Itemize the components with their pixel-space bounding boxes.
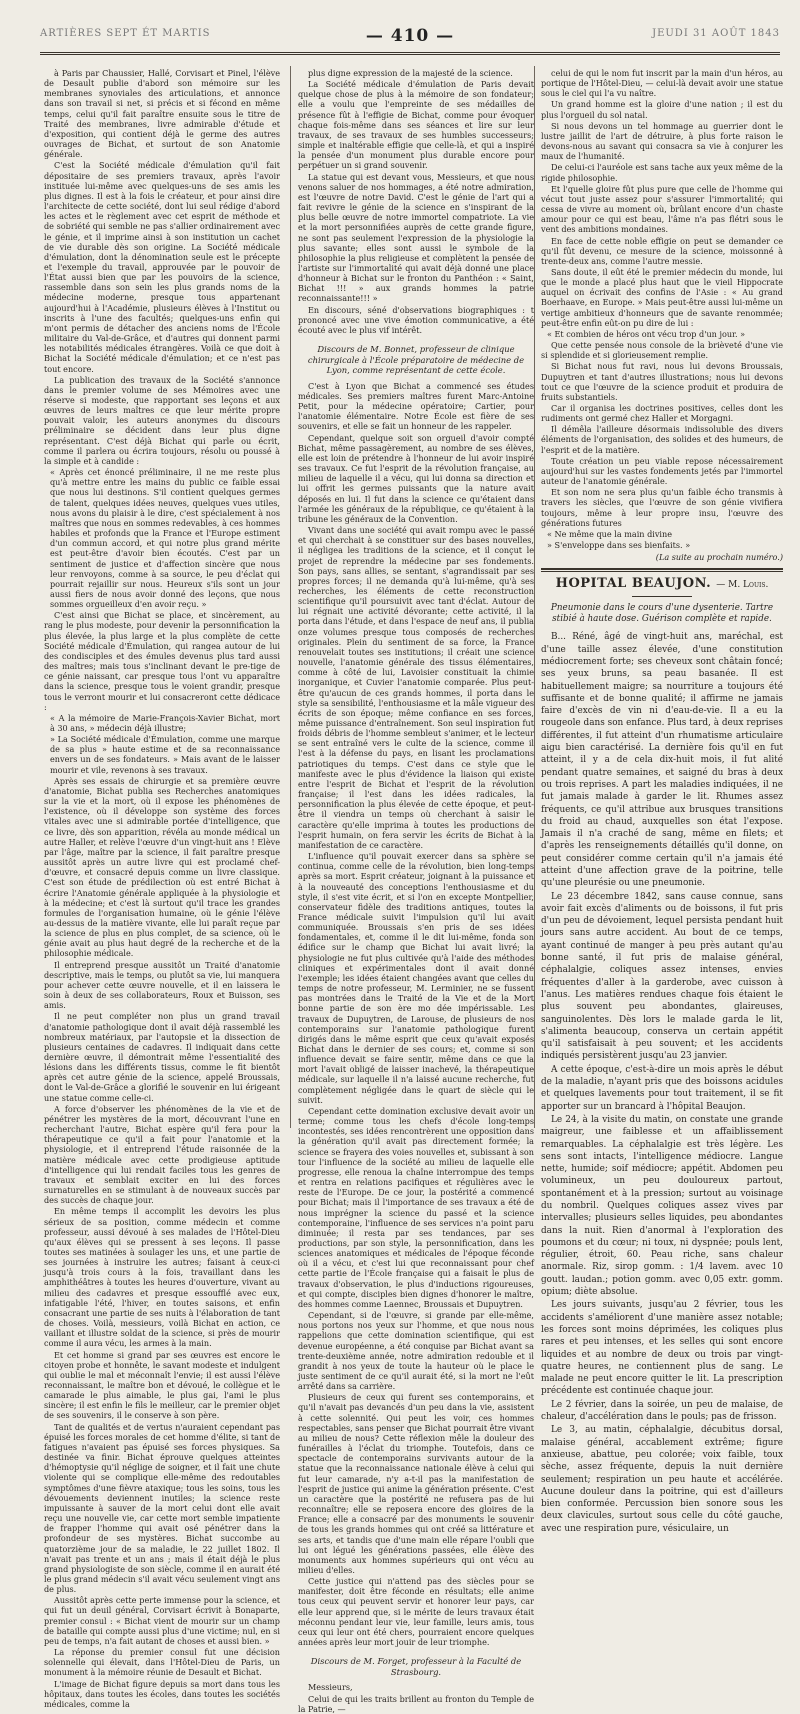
column-rule (534, 66, 535, 1128)
paragraph: Si nous devons un tel hommage au guerrier dont le lustre jaillit de l'art de détruire, à plus forte raison le devons-nous au savant qui consacra sa vie à conjurer les maux de l'humanité. (541, 120, 783, 162)
paragraph: Cette justice qui n'attend pas des siècles pour se manifester, doit être féconde en résultats; elle anime tous ceux qui peuvent servir et honorer leur pays, car elle leur apprend que, si le mérite de leurs travaux était méconnu pendant leur vie, leur famille, leurs amis, tous ceux qui leur ont été chers, pourraient encore quelques années après leur mort jouir de leur triomphe. (298, 1576, 534, 1648)
paragraph: à Paris par Chaussier, Hallé, Corvisart et Pinel, l'élève de Desault publie d'abord son mémoire sur les membranes synoviales des articulations, et annonce dans son travail si net, si précis et si fécond en même temps, celui qu'il fait paraître ensuite sous le titre de Traité des membranes, livre admirable d'étude et d'exposition, qui contient déjà le germe des autres ouvrages de Bichat, et surtout de son Anatomie générale. (44, 68, 280, 160)
paragraph: Cependant, quelque soit son orgueil d'avoir compté Bichat, même passagèrement, au nombre de ses élèves, elle est loin de prétendre à l'honneur de lui avoir inspiré ses travaux. Ce fut l'esprit de la révolution française, au milieu de laquelle il a vécu, qui lui donna sa direction et lui offrit les germes puissants que la nature avait déposés en lui. Il fut dans la science ce qu'étaient dans l'armée les généraux de la république, ce qu'étaient à la tribune les généraux de la Convention. (298, 432, 534, 524)
forget-discourse-title: Discours de M. Forget, professeur à la Faculté de Strasbourg. (310, 1656, 522, 1677)
bichat-statue-text (298, 68, 534, 335)
paragraph: Plusieurs de ceux qui furent ses contemporains, et qu'il n'avait pas devancés d'un peu dans la vie, assistent à cette solennité. Qui peut les voir, ces hommes respectables, sans penser que Bichat pourrait être vivant au milieu de nous? Cette réflexion mêle la douleur des funérailles à l'éclat du triomphe. Toutefois, dans ce spectacle de contemporains survivants autour de la statue que la reconnaissance nationale élève à celui qui fut leur camarade, n'y a-t-il pas la manifestation de l'esprit de justice qui anime la génération présente. C'est un caractère que la postérité ne refusera pas de lui reconnaître; elle se reposera encore des gloires de la France; elle a consacré par des monuments le souvenir de tous les grands hommes qui ont créé sa littérature et ses arts, et tandis que d'une main elle répare l'oubli que lui ont légué les générations passées, elle élève des monuments aux hommes supérieurs qui ont vécu au milieu d'elles. (298, 1392, 534, 1575)
column-1 (44, 68, 280, 1709)
paragraph: « Ne même que la main divine (547, 528, 673, 539)
paragraph: A force d'observer les phénomènes de la vie et de pénétrer les mystères de la mort, découvrant l'une en recherchant l'autre, Bichat espère qu'il fera pour la thérapeutique ce qu'il a fait pour l'anatomie et la physiologie, et il entreprend l'étude raisonnée de la matière médicale avec cette prodigieuse aptitude d'intelligence qui lui rendait faciles tous les genres de travaux et semblait exciter en lui des forces surnaturelles en se stimulant à de nouveaux succès par des succès de chaque jour. (44, 1103, 280, 1206)
column-3 (541, 68, 783, 1534)
paragraph: » S'enveloppe dans ses bienfaits. » (547, 540, 691, 551)
bonnet-discourse (298, 381, 534, 1647)
paragraph: En face de cette noble effigie on peut se demander ce qu'il fût devenu, ce mesure de la science, moissonné à trente-deux ans, comme l'autre messie. (541, 235, 783, 266)
paragraph: Celui de qui les traits brillent au fronton du Temple de la Patrie, — (298, 1693, 534, 1714)
paragraph: Le 23 décembre 1842, sans cause connue, sans avoir fait excès d'aliments ou de boissons, il fut pris d'un peu de dévoiement, lequel persista pendant huit jours sans autre accident. Au bout de ce temps, ayant continué de manger à peu près autant qu'au bonne santé, il fut pris de malaise général, céphalalgie, coliques assez intenses, envies fréquentes d'aller à la garderobe, avec cuisson à l'anus. Les matières rendues chaque fois étaient le plus souvent peu abondantes, glaireuses, sanguinolentes. Dès lors le malade garda le lit, s'alimenta beaucoup, conserva un certain appétit qu'il satisfaisait à peu souvent; et les accidents indiqués persistèrent jusqu'au 23 janvier. (541, 891, 783, 1062)
paragraph: Que cette pensée nous console de la brièveté d'une vie si splendide et si glorieusement remplie. (541, 340, 783, 361)
hospital-service: — M. Louis. (716, 580, 769, 591)
paragraph: En même temps il accomplit les devoirs les plus sérieux de sa position, comme médecin et comme professeur, aussi dévoué à ses malades de l'Hôtel-Dieu qu'aux élèves qui se pressent à ses leçons. Il passe toutes ses matinées à soulager les uns, et une partie de ses journées à instruire les autres; faisant à ceux-ci jusqu'à trois cours à la fois, travaillant dans les amphithéâtres à toutes les heures d'ouverture, vivant au milieu des cadavres et presque essoufflé avec eux, infatigable l'été, l'hiver, en toutes saisons, et enfin consacrant une partie de ses nuits à l'élaboration de tant de choses. Voilà, messieurs, voilà Bichat en action, ce vaillant et illustre soldat de la science, si près de mourir comme il aura vécu, les armes à la main. (44, 1206, 280, 1349)
case-report (541, 631, 783, 1535)
hospital-title: HOPITAL BEAUJON. (555, 576, 712, 592)
paragraph: Sans doute, il eût été le premier médecin du monde, lui que le monde a placé plus haut que le vieil Hippocrate auquel on écrivait des confins de l'Asie : « Au grand Boerhaave, en Europe. » Mais peut-être aussi lui-même un vertige ambitieux d'honneurs que de savante renommée; peut-être enfin eût-on pu dire de lui : (541, 266, 783, 328)
case-title: Pneumonie dans le cours d'une dysenterie. Tartre stibié à haute dose. Guérison complète et rapide. (550, 603, 774, 625)
header-right-mirror: JEUDI 31 AOÛT 1843 (652, 28, 780, 39)
paragraph: Il entreprend presque aussitôt un Traité d'anatomie descriptive, mais le temps, ou plutôt sa vie, lui manquera pour achever cette œuvre nouvelle, et il en laissera le soin à deux de ses collaborateurs, Roux et Buisson, ses amis. (44, 959, 280, 1011)
forget-discourse (298, 1682, 534, 1713)
page-number: — 410 — (365, 26, 455, 46)
paragraph: La statue qui est devant vous, Messieurs, et que nous venons saluer de nos hommages, a été notre admiration, est l'œuvre de notre David. C'est le génie de l'art qui a fait revivre le génie de la science en s'inspirant de la plus belle œuvre de notre immortel compatriote. La vie et la mort personnifiées auprès de cette grande figure, ne sont pas seulement l'expression de la physiologie la plus savante; elles sont aussi le symbole de la philosophie la plus religieuse et complètent la pensée de l'artiste sur l'immortalité qui avait déjà donné une place d'honneur à Bichat sur le fronton du Panthéon : « Saint, Bichat !!! » aux grands hommes la patrie reconnaissante!!! » (298, 171, 534, 304)
forget-discourse-continued (541, 68, 783, 550)
paragraph: De celui-ci l'auréole est sans tache aux yeux même de la rigide philosophie. (541, 162, 783, 183)
hospital-heading (541, 576, 783, 593)
paragraph: Il démêla l'ailleure désormais indissoluble des divers éléments de l'organisation, des solides et des humeurs, de l'esprit et de la matière. (541, 424, 783, 455)
paragraph: Le 2 février, dans la soirée, un peu de malaise, de chaleur, d'accélération dans le pouls; pas de frisson. (541, 1399, 783, 1423)
paragraph: Tant de qualités et de vertus n'auraient cependant pas épuisé les forces morales de cet homme d'élite, si tant de fatigues n'avaient pas épuisé ses forces physiques. Sa destinée va finir. Bichat éprouve quelques atteintes d'hémoptysie qu'il néglige de soigner, et il fait une chute violente qui se complique elle-même des redoutables symptômes d'une fièvre ataxique; tous les soins, tous les dévouements deviennent inutiles; la science reste impuissante à sauver de la mort celui dont elle avait reçu une nouvelle vie, car cette mort semble impatiente de frapper l'homme qui avait osé pénétrer dans la profondeur de ses mystères. Bichat succombe au quatorzième jour de sa maladie, le 22 juillet 1802. Il n'avait pas trente et un ans ; mais il était déjà le plus grand physiologiste de son siècle, comme il en aurait été le plus grand médecin s'il avait vécu seulement vingt ans de plus. (44, 1421, 280, 1595)
page-header (40, 26, 780, 55)
paragraph: Après ses essais de chirurgie et sa première œuvre d'anatomie, Bichat publia ses Recherches anatomiques sur la vie et la mort, où il expose les phénomènes de l'existence, où il développe son système des forces vitales avec une si admirable portée d'intelligence, que ce livre, dès son apparition, révéla au monde médical un autre Haller, et relève l'œuvre d'un vingt-huit ans ! Elève par l'âge, maître par la science, il fait paraître presque aussitôt après un autre livre qui est proclamé chef-d'œuvre, et consacré depuis comme un livre classique. C'est son étude de prédilection où est entré Bichat à écrire l'Anatomie générale appliquée à la physiologie et à la médecine; et c'est là surtout qu'il trace les grandes formules de l'organisation humaine, où le génie l'élève au-dessus de la matière vivante, elle lui paraît reçue par la science de plus en plus complet, de sa science, où le génie avait au plus haut degré de la recherche et de la philosophie médicale. (44, 775, 280, 959)
paragraph: Les jours suivants, jusqu'au 2 février, tous les accidents s'améliorent d'une manière assez notable; les forces sont moins déprimées, les coliques plus rares et peu intenses, et les selles qui sont encore liquides et au nombre de deux ou trois par vingt-quatre heures, ne contiennent plus de sang. Le malade ne peut encore quitter le lit. La prescription précédente est continuée chaque jour. (541, 1300, 783, 1397)
paragraph: Aussitôt après cette perte immense pour la science, et qui fut un deuil général, Corvisart écrivit à Bonaparte, premier consul : « Bichat vient de mourir sur un champ de bataille qui compte aussi plus d'une victime; nul, en si peu de temps, n'a fait autant de choses et aussi bien. » (44, 1595, 280, 1646)
paragraph: Un grand homme est la gloire d'une nation ; il est du plus l'orgueil du sol natal. (541, 99, 783, 120)
paragraph: Le 24, à la visite du matin, on constate une grande maigreur, une faiblesse et un affaiblissement remarquables. La céphalalgie est très légère. Les sens sont intacts, l'intelligence médiocre. Langue nette, humide; soif médiocre; appétit. Abdomen peu volumineux, un peu douloureux partout, spontanément et à la pression; surtout au voisinage du nombril. Quelques coliques assez vives par intervalles; plusieurs selles liquides, peu abondantes dans la nuit. Rien d'anormal à l'exploration des poumons et du cœur; ni toux, ni dyspnée; pouls lent, régulier, étroit, 60. Peau riche, sans chaleur anormale. Riz, sirop gomm. : 1/4 lavem. avec 10 goutt. laudan.; potion gomm. avec 0,05 extr. gomm. opium; diète absolue. (541, 1114, 783, 1298)
short-rule (632, 596, 692, 597)
paragraph: Et l'quelle gloire fût plus pure que celle de l'homme qui vécut tout juste assez pour s'assurer l'immortalité; qui cessa de vivre au moment où, brûlant encore d'un chaste amour pour ce qui est beau, l'âme n'a pas flétri sous le vent des ambitions mondaines. (541, 183, 783, 235)
paragraph: celui de qui le nom fut inscrit par la main d'un héros, au portique de l'Hôtel-Dieu, — celui-là devait avoir une statue sous le ciel qui l'a vu naître. (541, 68, 783, 99)
paragraph: « A la mémoire de Marie-François-Xavier Bichat, mort à 30 ans, » médecin déjà illustre; (50, 712, 280, 733)
paragraph: A cette époque, c'est-à-dire un mois après le début de la maladie, n'ayant pris que des boissons acidules et quelques lavements pour tout traitement, il se fit apporter sur un brancard à l'hôpital Beaujon. (541, 1064, 783, 1112)
header-left-mirror: ARTIÈRES SEPT ÉT MARTIS (40, 28, 211, 39)
column-rule (290, 66, 291, 1128)
paragraph: En discours, séné d'observations biographiques : t prononcé avec une vive émotion communicative, a été écouté avec le plus vif intérêt. (298, 304, 534, 335)
paragraph: La réponse du premier consul fut une décision solennelle qui élevait, dans l'Hôtel-Dieu de Paris, un monument à la mémoire réunie de Desault et Bichat. (44, 1647, 280, 1678)
continued-note: (La suite au prochain numéro.) (655, 552, 783, 563)
paragraph: Car il organisa les doctrines positives, celles dont les rudiments ont germé chez Haller et Morgagni. (541, 403, 783, 424)
paragraph: « Et combien de héros ont vécu trop d'un jour. » (547, 328, 746, 339)
section-separator (541, 568, 783, 572)
paragraph: B... Réné, âgé de vingt-huit ans, maréchal, est d'une taille assez élevée, d'une constitution médiocrement forte; ses cheveux sont châtain foncé; ses yeux bruns, sa peau basanée. Il est habituellement maigre; sa nourriture a toujours été suffisante et de bonne qualité; il affirme ne jamais faire d'excès de vin ni d'eau-de-vie. Il a eu la rougeole dans son enfance. Plus tard, à deux reprises différentes, il fut atteint d'un rhumatisme articulaire aigu bien caractérisé. La dernière fois qu'il en fut atteint, il y a de cela dix-huit mois, il fut alité pendant quatre semaines, et saigné du bras à deux ou trois reprises. A part les maladies indiquées, il ne fut jamais malade à garder le lit. Rhumes assez fréquents, ce qu'il attribue aux brusques transitions du froid au chaud, auxquelles son état l'expose. Jamais il n'a craché de sang, même en filets; et d'après les renseignements détaillés qu'il donne, on peut considérer comme certain qu'il n'a jamais été atteint d'une affection grave de la poitrine, telle qu'une pleurésie ou une pneumonie. (541, 632, 783, 889)
paragraph: Cependant cette domination exclusive devait avoir un terme; comme tous les chefs d'école long-temps incontestés, ses idées rencontrèrent une opposition dans la génération qu'il avait pas directement formée; la science se frayera des voies nouvelles et, subissant à son tour l'influence de la société au milieu de laquelle elle progresse, elle renoua la chaîne interrompue des temps et rentra en relations pacifiques et régulières avec le reste de l'Europe. De ce jour, la postérité a commencé pour Bichat; mais il l'importance de ses travaux a été de nous imprégner la science du passé et la science contemporaine, l'influence de ses services n'a point paru diminuée; il resta par ses tendances, par ses productions, par son style, la personnification, dans les sciences anatomiques et médicales de l'époque féconde où il a vécu, et c'est lui que reconnaissant pour chef cette partie de l'École française qui a faisait le plus de travaux d'observation, le plus d'inductions rigoureuses, et qui compte, disciples bien dignes d'honorer le maître, des hommes comme Laennec, Broussais et Dupuytren. (298, 1105, 534, 1309)
paragraph: L'influence qu'il pouvait exercer dans sa sphère se continua, comme celle de la révolution, bien long-temps après sa mort. Esprit créateur, joignant à la puissance et à la nouveauté des conceptions l'enthousiasme et du style, il s'est vite écrit, et si l'on en excepte Montpellier, conservateur fidèle des traditions antiques, toutes la France médicale suivit l'impulsion qu'il lui avait communiquée. Broussais s'en pris de ses idées fondamentales, et, comme il le dit lui-même, fonda son édifice sur le champ que Bichat lui avait livré; la physiologie ne fut plus cultivée qu'à l'aide des méthodes cliniques et expérimentales dont il avait donné l'exemple; les idées étaient changées avant que celles du temps de notre professeur, M. Lerminier, ne se fussent pas montrées dans le Traité de la Vie et de la Mort bonne partie de son ère mo dée impérissable. Les travaux de Dupuytren, de Larouse, de plusieurs de nos contemporains sur l'anatomie pathologique furent dirigés dans le même esprit que ceux qu'avait exposés Bichat dans le dernier de ses cours; et, comme si son influence devait se faire sentir, même dans ce que la mort l'avait obligé de laisser inachevé, la thérapeutique médicale, sur laquelle il n'a laissé aucune recherche, fut complètement négligée dans le quart de siècle qui le suivit. (298, 851, 534, 1105)
paragraph: » La Société médicale d'Émulation, comme une marque de sa plus » haute estime et de sa reconnaissance envers un de ses fondateurs. » Mais avant de le laisser mourir et vile, revenons à ses travaux. (50, 734, 280, 775)
paragraph: La publication des travaux de la Société s'annonce dans le premier volume de ses Mémoires avec une réserve si modeste, que rapportant ses leçons et aux œuvres de leurs maîtres ce que leur mérite propre pouvait valoir, les auteurs anonymes du discours préliminaire se décident dans leur plus digne représentant. C'est déjà Bichat qui parle ou écrit, comme il parlera ou écrira toujours, résolu ou poussé à la simple et à candide : (44, 374, 280, 466)
paragraph: La Société médicale d'émulation de Paris devait quelque chose de plus à la mémoire de son fondateur; elle a voulu que l'empreinte de ses médailles de présence fût à l'effigie de Bichat, comme pour évoquer chaque fois-même dans ses séances et lire sur leur travaux, de ses travaux de ses humbles successeurs; simple et inaltérable effigie que celle-là, et qui a inspiré la pensée d'un monument plus durable encore pour perpétuer un si grand souvenir. (298, 79, 534, 171)
paragraph: C'est ainsi que Bichat se place, et sincèrement, au rang le plus modeste, pour devenir la personnification la plus élevée, la plus large et la plus complète de cette Société médicale d'Émulation, qui rangea autour de lui des condisciples et des émules devenus plus tard aussi des maîtres; mais tous s'inclinant devant le pre-tige de ce génie naissant, car presque tous l'ont vu apparaître dans la science, presque tous le voient grandir, presque tous le verront mourir et lui consacreront cette dédicace : (44, 610, 280, 712)
bonnet-discourse-title: Discours de M. Bonnet, professeur de clinique chirurgicale à l'École préparatoire de médecine de Lyon, comme représentant de cette école. (307, 344, 525, 376)
paragraph: Cependant, si de l'œuvre, si grande par elle-même, nous portons nos yeux sur l'homme, et que nous nous rappelions que cette domination scientifique, qui est devenue européenne, a été conquise par Bichat avant sa trente-deuxième année, notre admiration redouble et il grandit à nos yeux de toute la hauteur où le place le juste sentiment de ce qu'il aurait été, si la mort ne l'eût arrêté dans sa carrière. (298, 1310, 534, 1392)
paragraph: Et son nom ne sera plus qu'un faible écho transmis à travers les siècles, que l'œuvre de son génie vivifiera toujours, même à leur propre insu, l'œuvre des générations futures (541, 487, 783, 528)
paragraph: Si Bichat nous fut ravi, nous lui devons Broussais, Dupuytren et tant d'autres illustrations; nous lui devons tout ce que l'œuvre de la science produit et produira de fruits substantiels. (541, 361, 783, 402)
paragraph: Et cet homme si grand par ses œuvres est encore le citoyen probe et honnête, le savant modeste et indulgent qui oublie le mal et méconnaît l'envie; il est aussi l'élève reconnaissant, le maître bon et dévoué, le collègue et le camarade le plus aimable, le plus gai, l'ami le plus sincère; il est enfin le fils le meilleur, car le premier objet de ses souvenirs, il le conserve à son père. (44, 1349, 280, 1421)
paragraph: Il ne peut compléter non plus un grand travail d'anatomie pathologique dont il avait déjà rassemblé les nombreux matériaux, par l'autopsie et la dissection de plusieurs centaines de cadavres. Il indiquait dans cette dernière œuvre, il démontrait même l'essentialité des lésions dans les différents tissus, comme le fit bientôt après cet autre génie de la science, appelé Broussais, dont le Val-de-Grâce a glorifié le souvenir en lui érigeant une statue comme celle-ci. (44, 1011, 280, 1103)
paragraph: C'est la Société médicale d'émulation qu'il fait dépositaire de ses premiers travaux, après l'avoir instituée lui-même avec quelques-uns de ses amis les plus dignes. Il est à la fois le créateur, et pour ainsi dire l'architecte de cette société, dont lui seul rédige d'abord les actes et le règlement avec cet esprit de méthode et de sobriété qui semble ne pas s'allier ordinairement avec le génie, et il imprime ainsi à son institution un cachet de vie durable dès son origine. La Société médicale d'émulation, dont la dénomination seule est le précepte et l'exemple du travail, approuvée par le pouvoir de l'État aussi bien que par les pouvoirs de la science, rassemble dans son sein les plus grands noms de la médecine moderne, presque tous appartenant aujourd'hui à l'Académie, plusieurs élèves à l'Institut ou inscrits à l'une des facultés; quelques-uns enfin qui m'ont permis de détacher des anciens noms de l'École militaire du Val-de-Grâce, et d'autres qui donnent parmi les notabilités médicales étrangères. Voilà ce que doit à Bichat la Société médicale d'émulation; et ce n'est pas tout encore. (44, 160, 280, 374)
paragraph: Vivant dans une société qui avait rompu avec le passé et qui cherchait à se constituer sur des bases nouvelles, il négligea les traditions de la science, et il conçut le projet de reprendre la médecine par ses fondements. Son pays, sans allies, se sentant, s'agrandissait par ses propres forces; il ne demanda qu'à lui-même, qu'à ses recherches, les éléments de cette reconstruction scientifique qu'il poursuivit avec tant d'éclat. Autour de lui régnait une activité dévorante; cette activité, il la porta dans l'étude, et dans l'espace de neuf ans, il publia onze volumes presque tous composés de recherches originales. Plein du sentiment de sa force, la France renouvelait toutes ses institutions; il créait une science nouvelle, l'anatomie générale des tissus élémentaires, comme à côté de lui, Lavoisier constituait la chimie inorganique, et Cuvier l'anatomie comparée. Plus peut-être qu'aucun de ces grands hommes, il porta dans le style sa sensibilité, l'enthousiasme et la mâle vigueur des écrits de son époque; même confiance en ses forces, même puissance d'entraînement. Son seul inspiration fut froids débris de l'homme sembleut s'animer, et le lecteur se sent entraîné vers le culte de la science, comme il l'est à la défense du pays, en lisant les proclamations patriotiques du temps. C'est dans ce style que le manifeste avec le plus d'évidence la liaison qui existe entre l'esprit de Bichat et l'esprit de la révolution française; il l'est dans les idées radicales, la personnification la plus élevée de cette époque, et peut-être il viendra un temps où cherchant à saisir le caractère qu'elle imprima à toutes les productions de l'esprit humain, on fera servir les écrits de Bichat à la manifestation de ce caractère. (298, 525, 534, 850)
paragraph: Le 3, au matin, céphalalgie, décubitus dorsal, malaise général, accablement extrême; figure anxieuse, abattue, peu colorée; voix faible, toux sèche, assez fréquente, depuis la nuit dernière seulement; respiration un peu haute et accélérée. Aucune douleur dans la poitrine, qui est d'ailleurs bien conformée. Percussion bien sonore sous les deux clavicules, surtout sous celle du côté gauche, avec une respiration pure, vésiculaire, un (541, 1425, 783, 1534)
paragraph: Messieurs, (308, 1682, 353, 1693)
paragraph: plus digne expression de la majesté de la science. (308, 68, 513, 78)
paragraph: « Après cet énoncé préliminaire, il ne me reste plus qu'à mettre entre les mains du public ce faible essai que nous lui destinons. S'il contient quelques germes de talent, quelques idées neuves, quelques vues utiles, nous avons du plaisir à le dire, c'est spécialement à nos maîtres que nous en sommes redevables, à ces hommes habiles et profonds que la France et l'Europe estiment d'un commun accord, et qui notre plus grand mérite est peut-être d'avoir bien écoutés. C'est par un sentiment de justice et d'affection sincère que nous leur renvoyons, comme à sa source, le peu d'éclat qui pourrait rejaillir sur nous. Heureux s'ils sont un jour aussi fiers de nous avoir donné des leçons, que nous sommes orgueilleux d'en avoir reçu. » (50, 467, 280, 610)
column-2 (298, 68, 534, 1714)
paragraph: Toute création un peu viable repose nécessairement aujourd'hui sur les vastes fondements jetés par l'immortel auteur de l'anatomie générale. (541, 455, 783, 487)
paragraph: L'image de Bichat figure depuis sa mort dans tous les hôpitaux, dans toutes les écoles, dans toutes les sociétés médicales, comme la (44, 1678, 280, 1709)
paragraph: C'est à Lyon que Bichat a commencé ses études médicales. Ses premiers maîtres furent Marc-Antoine Petit, pour la médecine opératoire; Cartier, pour l'anatomie élémentaire. Notre École est fière de ses souvenirs, et elle se fait un honneur de les rappeler. (298, 380, 534, 432)
